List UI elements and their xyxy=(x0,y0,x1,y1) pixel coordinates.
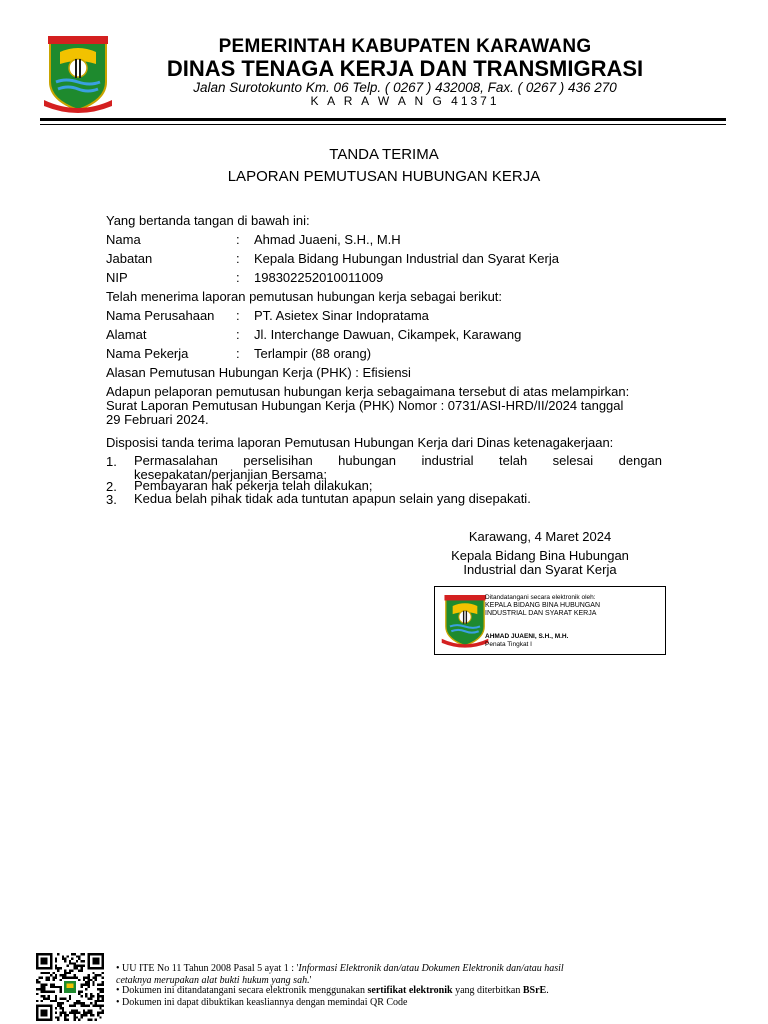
signature-position: Kepala Bidang Bina Hubungan xyxy=(451,548,629,563)
electronic-signature-box xyxy=(434,586,666,655)
footer-text: ' xyxy=(309,974,312,986)
field-label: NIP xyxy=(106,270,128,285)
esign-title: KEPALA BIDANG BINA HUBUNGAN xyxy=(485,602,601,609)
document-title: TANDA TERIMA xyxy=(329,146,439,163)
karawang-regency-logo xyxy=(439,591,491,651)
report-intro: Telah menerima laporan pemutusan hubungan kerja sebagai berikut: xyxy=(106,289,503,304)
field-colon: : xyxy=(236,308,240,323)
field-label: Nama Pekerja xyxy=(106,346,189,361)
letterhead-city: K A R A W A N G 41371 xyxy=(310,94,500,108)
field-label: Alamat xyxy=(106,327,147,342)
field-colon: : xyxy=(236,327,240,342)
disposition-intro: Disposisi tanda terima laporan Pemutusan Hubungan Kerja dari Dinas ketenagakerjaan: xyxy=(106,435,614,450)
field-colon: : xyxy=(236,270,240,285)
qr-code xyxy=(36,953,104,1021)
footer-italic: Informasi Elektronik dan/atau Dokumen Elektronik dan/atau hasil xyxy=(298,963,564,974)
esign-title: INDUSTRIAL DAN SYARAT KERJA xyxy=(485,610,597,617)
field-value-workers: Terlampir (88 orang) xyxy=(254,346,372,361)
document-subtitle: LAPORAN PEMUTUSAN HUBUNGAN KERJA xyxy=(227,168,541,185)
list-number: 3. xyxy=(106,492,117,507)
field-value-name: Ahmad Juaeni, S.H., M.H xyxy=(254,232,401,247)
footer-text: yang diterbitkan xyxy=(452,985,523,996)
footer-bold: BSrE xyxy=(522,985,547,996)
letterhead-address: Jalan Surotokunto Km. 06 Telp. ( 0267 ) 432008, Fax. ( 0267 ) 436 270 xyxy=(193,80,617,95)
field-label: Nama xyxy=(106,232,141,247)
list-item-text: Kedua belah pihak tidak ada tuntutan apapun selain yang disepakati. xyxy=(134,491,531,506)
field-colon: : xyxy=(236,346,240,361)
field-label: Nama Perusahaan xyxy=(106,308,215,323)
list-number: 1. xyxy=(106,454,117,469)
footer-text: • Dokumen ini ditandatangani secara elektronik menggunakan xyxy=(116,985,368,996)
footer-note-qr: • Dokumen ini dapat dibuktikan keasliannya dengan memindai QR Code xyxy=(116,997,408,1008)
footer-text: • UU ITE No 11 Tahun 2008 Pasal 5 ayat 1 : ' xyxy=(116,963,299,974)
termination-reason: Alasan Pemutusan Hubungan Kerja (PHK) : Efisiensi xyxy=(106,365,411,380)
letterhead-rule-thick xyxy=(40,118,726,121)
field-colon: : xyxy=(236,251,240,266)
attachment-line: 29 Februari 2024. xyxy=(106,412,209,427)
letterhead-agency: DINAS TENAGA KERJA DAN TRANSMIGRASI xyxy=(166,56,644,81)
list-number: 2. xyxy=(106,479,117,494)
karawang-regency-logo xyxy=(40,34,116,114)
footer-note-certificate xyxy=(116,985,716,997)
field-value-address: Jl. Interchange Dawuan, Cikampek, Karawang xyxy=(254,327,522,342)
footer-bold: sertifikat elektronik xyxy=(367,985,453,996)
esign-caption: Ditandatangani secara elektronik oleh: xyxy=(485,594,596,601)
list-item-text: Permasalahan perselisihan hubungan industrial telah selesai dengan xyxy=(134,453,662,468)
field-label: Jabatan xyxy=(106,251,153,266)
footer-italic: cetaknya merupakan alat bukti hukum yang sah. xyxy=(116,974,310,986)
esign-rank: Penata Tingkat I xyxy=(485,641,532,648)
signature-place-date: Karawang, 4 Maret 2024 xyxy=(468,529,612,544)
field-colon: : xyxy=(236,232,240,247)
list-item-text: Pembayaran hak pekerja telah dilakukan; xyxy=(134,478,373,493)
field-value-position: Kepala Bidang Hubungan Industrial dan Syarat Kerja xyxy=(254,251,559,266)
letterhead-government: PEMERINTAH KABUPATEN KARAWANG xyxy=(218,36,592,57)
esign-name: AHMAD JUAENI, S.H., M.H. xyxy=(485,633,569,640)
attachment-line: Adapun pelaporan pemutusan hubungan kerja sebagaimana tersebut di atas melampirkan: xyxy=(106,384,630,399)
attachment-line: Surat Laporan Pemutusan Hubungan Kerja (PHK) Nomor : 0731/ASI-HRD/II/2024 tanggal xyxy=(106,398,624,413)
signatory-intro: Yang bertanda tangan di bawah ini: xyxy=(106,213,310,228)
field-value-nip: 198302252010011009 xyxy=(254,270,384,285)
footer-text: . xyxy=(546,985,549,996)
footer-note-ite xyxy=(116,963,716,986)
signature-position: Industrial dan Syarat Kerja xyxy=(463,562,617,577)
field-value-company: PT. Asietex Sinar Indopratama xyxy=(254,308,429,323)
letterhead-rule-thin xyxy=(40,124,726,125)
list-item-text: kesepakatan/perjanjian Bersama; xyxy=(134,467,327,482)
